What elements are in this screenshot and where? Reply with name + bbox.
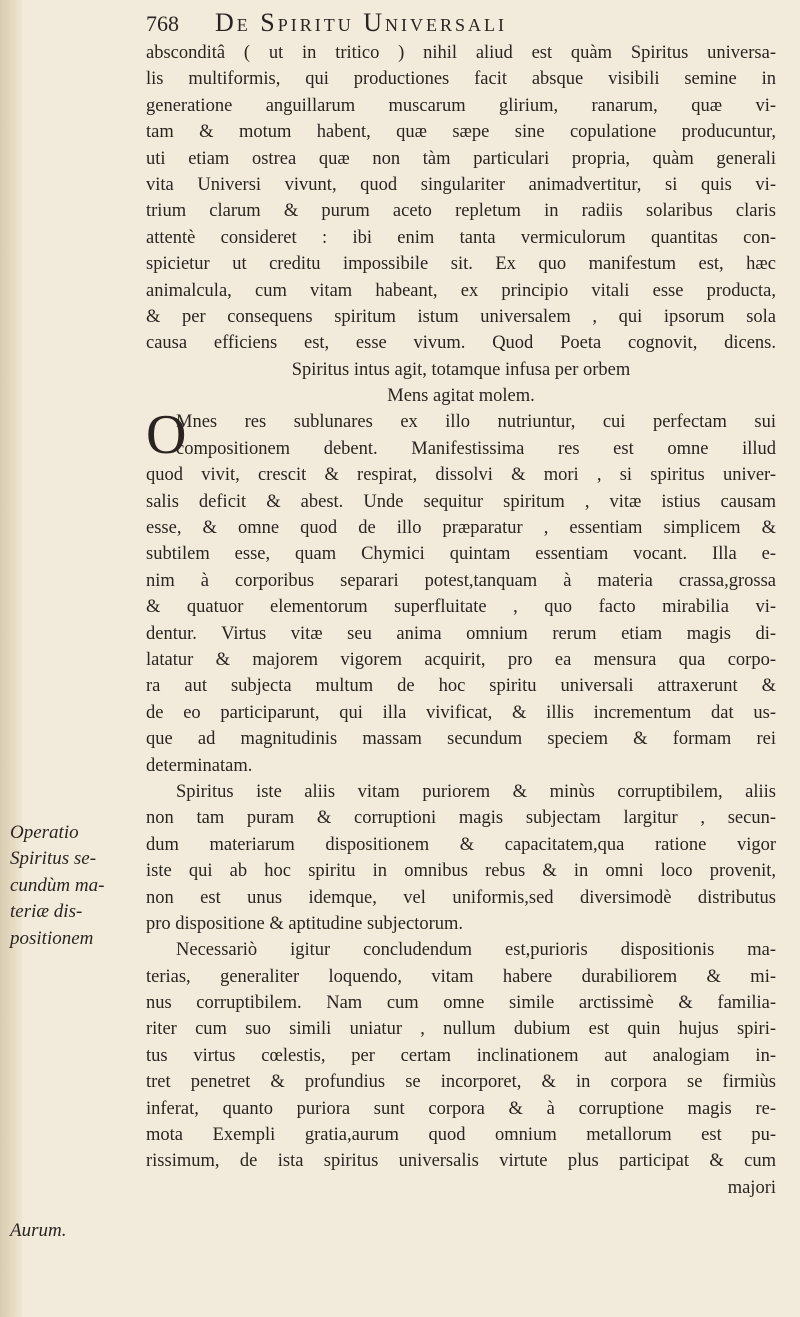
body-text xyxy=(146,40,776,1201)
catchword: majori xyxy=(727,1177,776,1198)
text-line: determinatam. xyxy=(146,755,253,776)
text-line: compositionem debent. Manifestissima res est omne illud xyxy=(176,438,776,459)
text-line: salis deficit & abest. Unde sequitur spiritum , vitæ istius causam xyxy=(146,491,776,512)
text-line: de eo participarunt, qui illa vivificat, & illis incrementum dat us- xyxy=(146,702,776,723)
margin-note-line: cundùm ma- xyxy=(10,874,105,896)
text-line: ra aut subjecta multum de hoc spiritu universali attraxerunt & xyxy=(146,676,776,697)
text-line: pro dispositione & aptitudine subjectorum. xyxy=(146,913,464,934)
margin-note-aurum: Aurum. xyxy=(10,1220,67,1241)
text-line: & per consequens spiritum istum universalem , qui ipsorum sola xyxy=(146,306,776,327)
text-line: tret penetret & profundius se incorporet, & in corpora se firmiùs xyxy=(146,1072,776,1093)
margin-note-line: Operatio xyxy=(10,822,79,843)
text-line: latatur & majorem vigorem acquirit, pro ea mensura qua corpo- xyxy=(146,649,776,670)
margin-note-line: positionem xyxy=(10,927,94,949)
page-gutter xyxy=(0,0,22,1317)
text-line: Necessariò igitur concludendum est,purioris dispositionis ma- xyxy=(176,940,776,961)
text-line: trium clarum & purum aceto repletum in radiis solaribus claris xyxy=(146,201,776,222)
text-line: attentè consideret : ibi enim tanta vermiculorum quantitas con- xyxy=(146,227,776,248)
margin-note-line: Spiritus se- xyxy=(10,848,97,870)
poem-line: Spiritus intus agit, totamque infusa per orbem xyxy=(291,359,631,380)
text-line: lis multiformis, qui productiones facit absque visibili semine in xyxy=(146,69,776,90)
dropcap-paragraph xyxy=(146,404,776,467)
margin-note-line: teriæ dis- xyxy=(10,901,83,923)
text-line: generatione anguillarum muscarum glirium, ranarum, quæ vi- xyxy=(146,95,776,116)
text-line: terias, generaliter loquendo, vitam habere durabiliorem & mi- xyxy=(146,966,776,987)
text-line: & quatuor elementorum superfluitate , quo facto mirabilia vi- xyxy=(146,597,776,618)
text-line: dum materiarum dispositionem & capacitatem,qua ratione vigor xyxy=(146,834,776,855)
page-number: 768 xyxy=(146,11,179,36)
text-line: mota Exempli gratia,aurum quod omnium metallorum est pu- xyxy=(146,1125,776,1146)
text-line: riter cum suo simili uniatur , nullum dubium est quin hujus spiri- xyxy=(146,1019,776,1040)
text-line: causa efficiens est, esse vivum. Quod Poeta cognovit, dicens. xyxy=(146,333,776,354)
text-line: rissimum, de ista spiritus universalis virtute plus participat & cum xyxy=(146,1151,776,1172)
poem-line: Mens agitat molem. xyxy=(387,386,535,407)
text-line: animalcula, cum vitam habeant, ex principio vitali esse producta, xyxy=(146,280,776,301)
text-line: que ad magnitudinis massam secundum speciem & formam rei xyxy=(146,729,776,750)
text-line: nim à corporibus separari potest,tanquam à materia crassa,grossa xyxy=(146,570,776,591)
text-line: tam & motum habent, quæ sæpe sine copulatione producuntur, xyxy=(146,122,776,143)
text-line: quod vivit, crescit & respirat, dissolvi & mori , si spiritus univer- xyxy=(146,465,776,486)
text-line: non est unus idemque, vel uniformis,sed diversimodè distributus xyxy=(146,887,776,908)
text-line: dentur. Virtus vitæ seu anima omnium rerum etiam magis di- xyxy=(146,623,776,644)
text-line: inferat, quanto puriora sunt corpora & à corruptione magis re- xyxy=(146,1098,776,1119)
text-line: vita Universi vivunt, quod singulariter animadvertitur, si quis vi- xyxy=(146,174,776,195)
text-line: esse, & omne quod de illo præparatur , essentiam simplicem & xyxy=(146,518,776,539)
text-line: absconditâ ( ut in tritico ) nihil aliud est quàm Spiritus universa- xyxy=(146,43,776,63)
text-line: tus virtus cœlestis, per certam inclinationem aut analogiam in- xyxy=(146,1045,776,1066)
page-header xyxy=(146,8,776,38)
margin-note-operatio xyxy=(10,820,104,952)
text-line: uti etiam ostrea quæ non tàm particulari propria, quàm generali xyxy=(146,148,776,169)
dropcap-letter: O xyxy=(146,404,187,467)
text-line: non tam puram & corruptioni magis subjectam largitur , secun- xyxy=(146,808,776,829)
text-line: nus corruptibilem. Nam cum omne simile arctissimè & familia- xyxy=(146,993,776,1014)
text-line: iste qui ab hoc spiritu in omnibus rebus & in omni loco provenit, xyxy=(146,861,776,882)
running-title: De Spiritu Universali xyxy=(215,8,507,37)
text-line: spicietur ut creditu impossibile sit. Ex quo manifestum est, hæc xyxy=(146,254,776,275)
text-line: Spiritus iste aliis vitam puriorem & minùs corruptibilem, aliis xyxy=(176,781,776,802)
text-line: subtilem esse, quam Chymici quintam essentiam vocant. Illa e- xyxy=(146,544,776,565)
text-line: Mnes res sublunares ex illo nutriuntur, cui perfectam sui xyxy=(176,412,776,433)
